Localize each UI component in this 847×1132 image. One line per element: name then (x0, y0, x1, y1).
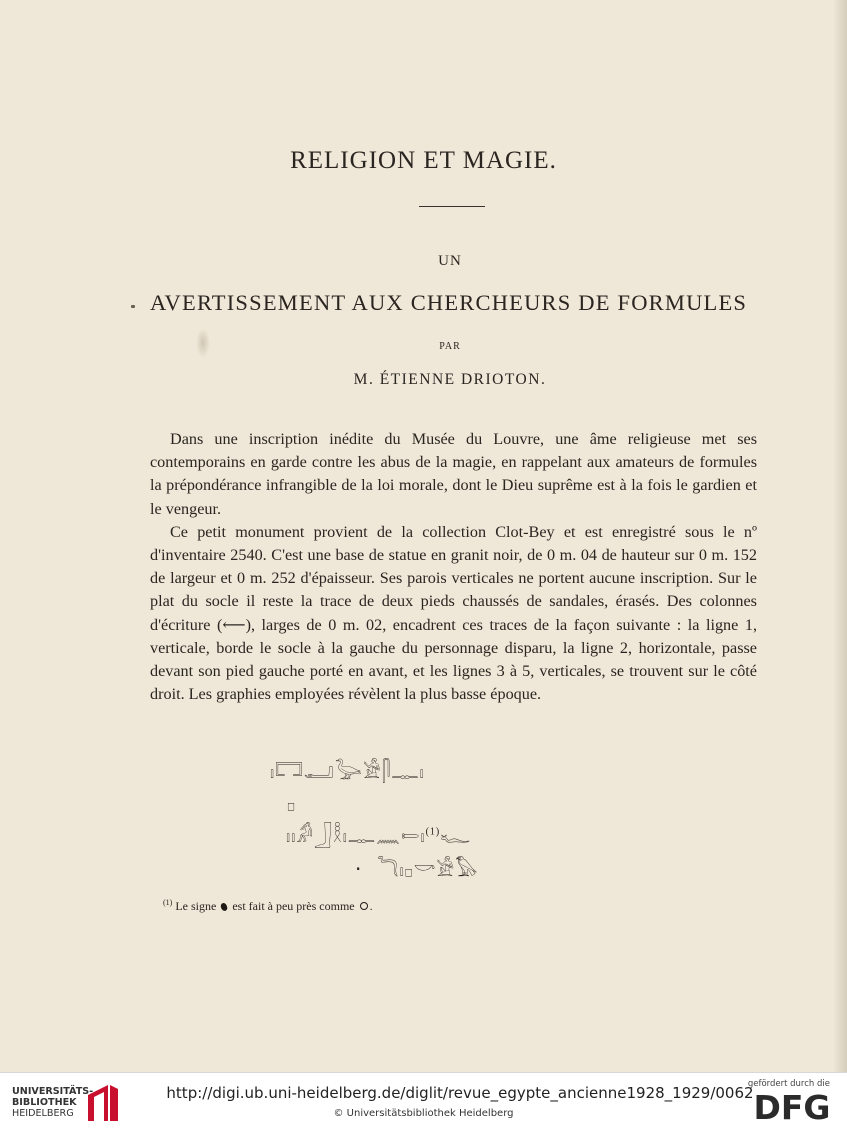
hieroglyph-group: 𓏤𓏤𓀔𓃀𓎛𓏤𓊃𓈖𓍿𓏤 (286, 823, 426, 847)
body-text (150, 428, 757, 706)
funded-by-label: gefördert durch die (747, 1079, 830, 1089)
circle-glyph-icon (360, 902, 368, 910)
paragraph: Dans une inscription inédite du Musée du Louvre, une âme religieuse met ses contemporains en garde contre les abus de la magie, en rappelant aux amateurs de formules la prépondérance infrangible de la loi morale, dont le Dieu suprême est à la fois le gardien et le vengeur. (150, 430, 757, 518)
hieroglyph-line-4: · 𓆓𓏤𓊪𓎡𓀀𓅃 (355, 857, 479, 881)
hieroglyph-line-1: 𓏤𓉐𓂝𓅬𓀀𓋴𓊃𓏤 (270, 759, 425, 783)
permalink-url[interactable]: http://digi.ub.uni-heidelberg.de/diglit/revue_egypte_ancienne1928_1929/0062 (166, 1084, 754, 1102)
title-divider (419, 206, 485, 207)
dfg-logo-icon[interactable] (751, 1088, 833, 1124)
article-heading: AVERTISSEMENT AUX CHERCHEURS DE FORMULES (150, 290, 748, 315)
sign-glyph-icon (220, 902, 228, 912)
viewer-footer-bar (0, 1072, 847, 1132)
footnote-text: est fait à peu près comme (232, 899, 355, 913)
footnote (163, 898, 373, 914)
hieroglyph-group: 𓆑 (440, 823, 472, 847)
ink-speck (131, 305, 135, 308)
article-section-title: RELIGION ET MAGIE. (290, 147, 557, 174)
library-name-line: UNIVERSITÄTS- (12, 1086, 94, 1097)
hieroglyph-line-2: 𓊪 (287, 791, 297, 815)
footnote-text: Le signe (175, 899, 217, 913)
footnote-text: . (369, 899, 373, 913)
hieroglyph-group: 𓆓𓏤𓊪𓎡𓀀𓅃 (377, 857, 479, 881)
footnote-reference: (1) (425, 826, 441, 838)
dfg-logo-text: DFG (753, 1088, 831, 1124)
heading-article: UN (438, 253, 462, 269)
hieroglyph-line-3 (286, 816, 471, 849)
byline-par: PAR (439, 341, 461, 352)
copyright-notice: © Universitätsbibliothek Heidelberg (333, 1108, 514, 1119)
paragraph: Ce petit monument provient de la collection Clot-Bey et est enregistré sous le nº d'inventaire 2540. C'est une base de statue en granit noir, de 0 m. 04 de hauteur sur 0 m. 152 de largeur et 0 m. 252 d'épaisseur. Ses parois verticales ne portent aucune inscription. Sur le plat du socle il reste la trace de deux pieds chaussés de sandales, érasés. Des colonnes d'écriture (⟵), larges de 0 m. 02, encadrent ces traces de la façon suivante : la ligne 1, verticale, borde le socle à la gauche du personnage disparu, la ligne 2, horizontale, passe devant son pied gauche porté en avant, et les lignes 3 à 5, verticales, se trouvent sur le côté droit. Les graphies employées révèlent la plus basse époque. (150, 522, 757, 704)
author-name: M. ÉTIENNE DRIOTON. (353, 371, 547, 388)
library-name-line: HEIDELBERG (12, 1108, 74, 1119)
library-name-line: BIBLIOTHEK (12, 1097, 77, 1108)
footnote-marker: (1) (163, 898, 173, 907)
